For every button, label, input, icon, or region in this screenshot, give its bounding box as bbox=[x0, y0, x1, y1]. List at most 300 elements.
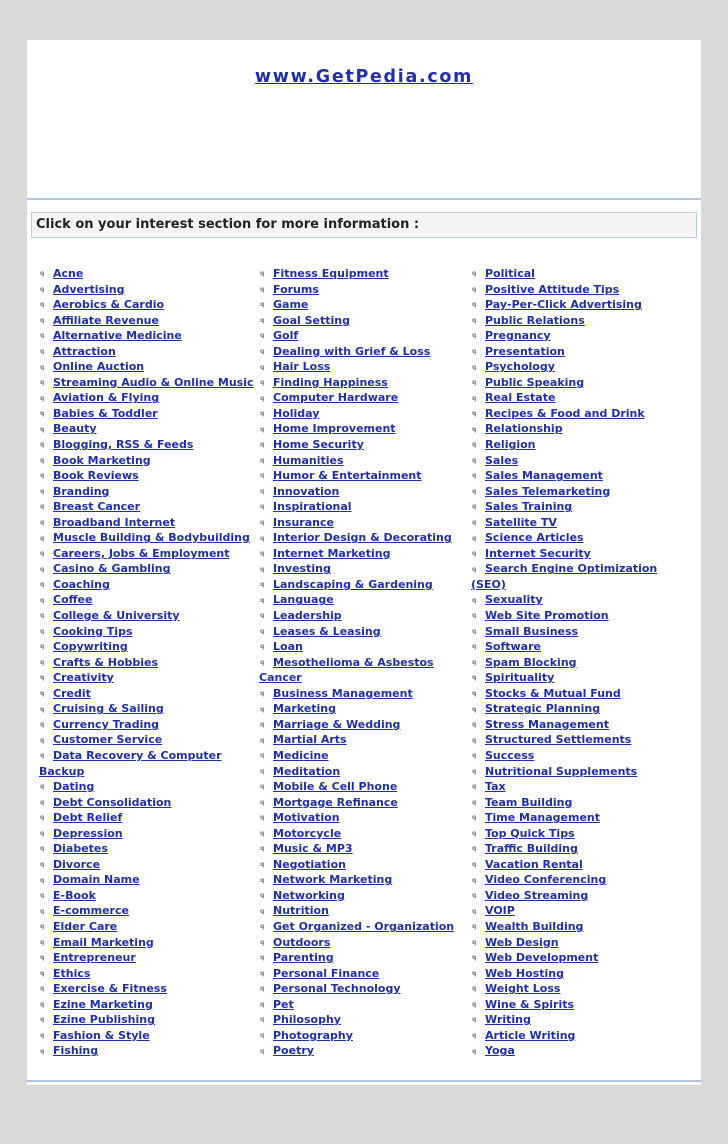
topic-list-item bbox=[39, 701, 261, 717]
bullet-icon: q bbox=[472, 876, 477, 884]
bullet-icon: q bbox=[472, 285, 477, 293]
topic-link[interactable]: Interior Design & Decorating bbox=[273, 531, 452, 545]
topic-list-item bbox=[259, 530, 471, 546]
topic-link[interactable]: Home Security bbox=[273, 438, 364, 452]
topic-link[interactable]: Debt Relief bbox=[53, 811, 123, 825]
topic-link[interactable]: Nutrition bbox=[273, 904, 329, 918]
topic-list-item bbox=[471, 421, 697, 437]
topic-list-item bbox=[39, 453, 261, 469]
topic-link[interactable]: Public Relations bbox=[485, 313, 585, 327]
topic-link[interactable]: Dealing with Grief & Loss bbox=[273, 344, 431, 358]
topic-link[interactable]: Loan bbox=[273, 640, 303, 654]
topic-link[interactable]: Holiday bbox=[273, 406, 320, 420]
topic-list-item bbox=[471, 375, 697, 391]
bullet-icon: q bbox=[472, 472, 477, 480]
topic-link[interactable]: Motivation bbox=[273, 811, 340, 825]
topic-list-item bbox=[259, 375, 471, 391]
topic-link[interactable]: Hair Loss bbox=[273, 360, 331, 374]
topic-list-item bbox=[471, 328, 697, 344]
topic-link[interactable]: Stocks & Mutual Fund bbox=[485, 686, 621, 700]
bullet-icon: q bbox=[472, 550, 477, 558]
topic-list-item bbox=[39, 857, 261, 873]
topic-list-item bbox=[259, 872, 471, 888]
topic-link[interactable]: Language bbox=[273, 593, 334, 607]
topic-link[interactable]: Recipes & Food and Drink bbox=[485, 406, 645, 420]
topic-link[interactable]: Internet Security bbox=[485, 546, 591, 560]
topic-list-item bbox=[471, 530, 697, 546]
topic-list-item bbox=[39, 546, 261, 562]
topic-list-item bbox=[39, 950, 261, 966]
topic-list-item bbox=[471, 857, 697, 873]
bullet-icon: q bbox=[260, 1047, 265, 1055]
topic-link[interactable]: Cooking Tips bbox=[53, 624, 133, 638]
bullet-icon: q bbox=[472, 518, 477, 526]
bullet-icon: q bbox=[40, 565, 45, 573]
bullet-icon: q bbox=[260, 783, 265, 791]
topic-list-item bbox=[259, 639, 471, 655]
bullet-icon: q bbox=[472, 783, 477, 791]
topic-link[interactable]: Structured Settlements bbox=[485, 733, 632, 747]
bullet-icon: q bbox=[260, 425, 265, 433]
topic-link[interactable]: Meditation bbox=[273, 764, 341, 778]
topic-link[interactable]: Computer Hardware bbox=[273, 391, 399, 405]
bullet-icon: q bbox=[472, 861, 477, 868]
bullet-icon: q bbox=[40, 783, 45, 791]
topic-link[interactable]: Beauty bbox=[53, 422, 97, 436]
topic-link[interactable]: Parenting bbox=[273, 951, 334, 965]
topic-link[interactable]: Spam Blocking bbox=[485, 655, 577, 669]
bullet-icon: q bbox=[40, 347, 45, 355]
topic-link[interactable]: Weight Loss bbox=[485, 982, 561, 996]
bullet-icon: q bbox=[472, 705, 477, 713]
topic-link[interactable]: Advertising bbox=[53, 282, 125, 296]
topic-list-item bbox=[471, 826, 697, 842]
topic-link[interactable]: Acne bbox=[53, 267, 84, 280]
topic-link[interactable]: Fishing bbox=[53, 1044, 99, 1058]
bullet-icon: q bbox=[40, 425, 45, 433]
topic-list-item bbox=[471, 966, 697, 982]
topic-link-continuation bbox=[471, 577, 697, 593]
topic-link[interactable]: Video Streaming bbox=[485, 888, 589, 902]
topic-link[interactable]: Game bbox=[273, 298, 309, 312]
bullet-icon: q bbox=[40, 534, 45, 542]
topic-link[interactable]: Credit bbox=[53, 686, 91, 700]
topic-list-item bbox=[39, 919, 261, 935]
topic-list-item bbox=[39, 1043, 261, 1059]
bullet-icon: q bbox=[260, 938, 265, 946]
topic-list-item bbox=[471, 639, 697, 655]
bullet-icon: q bbox=[260, 456, 265, 464]
topic-link[interactable]: Forums bbox=[273, 282, 319, 296]
topic-link[interactable]: Leadership bbox=[273, 609, 342, 623]
topic-link[interactable]: Public Speaking bbox=[485, 375, 585, 389]
bullet-icon: q bbox=[260, 861, 265, 868]
topic-link[interactable]: Creativity bbox=[53, 671, 114, 685]
topic-link[interactable]: Investing bbox=[273, 562, 331, 576]
bullet-icon: q bbox=[40, 845, 45, 853]
topic-list-item bbox=[471, 888, 697, 904]
bullet-icon: q bbox=[260, 503, 265, 511]
topic-link[interactable]: Wealth Building bbox=[485, 919, 584, 933]
topic-link[interactable]: Debt Consolidation bbox=[53, 795, 172, 809]
topic-link[interactable]: Sales Training bbox=[485, 500, 573, 514]
topic-link[interactable]: Sales Management bbox=[485, 469, 603, 483]
topic-link[interactable]: Small Business bbox=[485, 624, 579, 638]
topic-link[interactable]: Sexuality bbox=[485, 593, 543, 607]
topic-link[interactable]: Cruising & Sailing bbox=[53, 702, 164, 716]
topic-link[interactable]: Entrepreneur bbox=[53, 951, 136, 965]
topic-link[interactable]: Article Writing bbox=[485, 1028, 576, 1042]
bullet-icon: q bbox=[260, 347, 265, 355]
topic-link[interactable]: Search Engine Optimization bbox=[485, 562, 658, 576]
topic-list-item bbox=[259, 935, 471, 951]
topic-link[interactable]: Careers, Jobs & Employment bbox=[53, 546, 230, 560]
bullet-icon: q bbox=[472, 985, 477, 993]
topic-link[interactable]: Ezine Publishing bbox=[53, 1013, 155, 1027]
instruction-banner bbox=[31, 212, 697, 238]
topic-link[interactable]: Landscaping & Gardening bbox=[273, 577, 433, 591]
banner-text: Click on your interest section for more information : bbox=[36, 217, 420, 232]
topic-link[interactable]: Cancer bbox=[259, 671, 302, 685]
topic-list-item bbox=[259, 950, 471, 966]
topic-list-item bbox=[39, 390, 261, 406]
topic-list-item bbox=[39, 717, 261, 733]
topic-link[interactable]: Pet bbox=[273, 997, 294, 1011]
topic-list-item bbox=[259, 686, 471, 702]
topic-link[interactable]: Coffee bbox=[53, 593, 93, 607]
topic-list-item bbox=[471, 624, 697, 640]
topic-link[interactable]: Mesothelioma & Asbestos bbox=[273, 655, 434, 669]
bullet-icon: q bbox=[260, 643, 265, 651]
topic-link[interactable]: E-Book bbox=[53, 888, 96, 902]
topic-link[interactable]: Finding Happiness bbox=[273, 375, 388, 389]
topic-link[interactable]: Traffic Building bbox=[485, 842, 578, 856]
topic-link[interactable]: Success bbox=[485, 748, 535, 762]
topic-link[interactable]: Aerobics & Cardio bbox=[53, 298, 165, 312]
topic-link[interactable]: Software bbox=[485, 640, 541, 654]
bullet-icon: q bbox=[260, 907, 265, 915]
bullet-icon: q bbox=[260, 1032, 265, 1040]
bullet-icon: q bbox=[260, 969, 265, 977]
topic-list-item bbox=[39, 748, 261, 764]
topic-column-3 bbox=[471, 266, 697, 1059]
topic-link[interactable]: Photography bbox=[273, 1028, 353, 1042]
topic-list-item bbox=[39, 872, 261, 888]
bullet-icon: q bbox=[260, 892, 265, 900]
topic-link[interactable]: Video Conferencing bbox=[485, 873, 607, 887]
topic-link-continuation bbox=[39, 764, 261, 780]
bullet-icon: q bbox=[260, 752, 265, 760]
bullet-icon: q bbox=[260, 985, 265, 993]
topic-link[interactable]: Book Marketing bbox=[53, 453, 151, 467]
topic-list-item bbox=[259, 359, 471, 375]
topic-list-item bbox=[39, 639, 261, 655]
topic-list-item bbox=[259, 655, 471, 671]
topic-link[interactable]: Stress Management bbox=[485, 717, 609, 731]
topic-link[interactable]: Domain Name bbox=[53, 873, 140, 887]
topic-link[interactable]: Inspirational bbox=[273, 500, 352, 514]
topic-link[interactable]: Data Recovery & Computer bbox=[53, 748, 222, 762]
topic-link[interactable]: Ethics bbox=[53, 966, 91, 980]
topic-link[interactable]: Babies & Toddler bbox=[53, 406, 158, 420]
topic-link[interactable]: Writing bbox=[485, 1013, 531, 1027]
topic-link[interactable]: Sales Telemarketing bbox=[485, 484, 611, 498]
bullet-icon: q bbox=[260, 363, 265, 371]
topic-list-item bbox=[259, 764, 471, 780]
topic-link[interactable]: Strategic Planning bbox=[485, 702, 601, 716]
topic-link[interactable]: Copywriting bbox=[53, 640, 128, 654]
topic-link[interactable]: Music & MP3 bbox=[273, 842, 353, 856]
topic-list-item bbox=[39, 841, 261, 857]
bullet-icon: q bbox=[260, 705, 265, 713]
topic-link[interactable]: Presentation bbox=[485, 344, 565, 358]
topic-link[interactable]: Get Organized - Organization bbox=[273, 919, 455, 933]
topic-list-item bbox=[39, 484, 261, 500]
topic-list-item bbox=[471, 297, 697, 313]
topic-list-item bbox=[259, 344, 471, 360]
topic-link[interactable]: Outdoors bbox=[273, 935, 331, 949]
topic-link[interactable]: Medicine bbox=[273, 748, 329, 762]
topic-list-item bbox=[259, 717, 471, 733]
topic-list-item bbox=[259, 919, 471, 935]
topic-link[interactable]: Negotiation bbox=[273, 857, 346, 871]
topic-link[interactable]: Personal Technology bbox=[273, 982, 401, 996]
bullet-icon: q bbox=[260, 721, 265, 729]
bullet-icon: q bbox=[472, 721, 477, 729]
topic-list-item bbox=[39, 328, 261, 344]
topic-link[interactable]: Customer Service bbox=[53, 733, 163, 747]
topic-link[interactable]: Leases & Leasing bbox=[273, 624, 381, 638]
topic-list-item bbox=[471, 717, 697, 733]
topic-link[interactable]: Branding bbox=[53, 484, 110, 498]
topic-link[interactable]: Divorce bbox=[53, 857, 101, 871]
bullet-icon: q bbox=[40, 316, 45, 324]
topic-link[interactable]: Fitness Equipment bbox=[273, 267, 389, 280]
bullet-icon: q bbox=[40, 1000, 45, 1008]
bullet-icon: q bbox=[40, 379, 45, 387]
bullet-icon: q bbox=[40, 969, 45, 977]
topic-list-item bbox=[39, 686, 261, 702]
topic-link[interactable]: Home Improvement bbox=[273, 422, 396, 436]
topic-link[interactable]: Affiliate Revenue bbox=[53, 313, 159, 327]
topic-link[interactable]: Top Quick Tips bbox=[485, 826, 575, 840]
topic-link[interactable]: Nutritional Supplements bbox=[485, 764, 638, 778]
topic-list-item bbox=[259, 779, 471, 795]
bullet-icon: q bbox=[472, 534, 477, 542]
topic-link[interactable]: Satellite TV bbox=[485, 515, 557, 529]
bullet-icon: q bbox=[260, 316, 265, 324]
topic-link[interactable]: Coaching bbox=[53, 577, 110, 591]
topic-link[interactable]: Streaming Audio & Online Music bbox=[53, 375, 254, 389]
topic-link[interactable]: Humanities bbox=[273, 453, 344, 467]
topic-link[interactable]: Real Estate bbox=[485, 391, 556, 405]
topic-link[interactable]: Network Marketing bbox=[273, 873, 393, 887]
bullet-icon: q bbox=[472, 1047, 477, 1055]
topic-link[interactable]: Web Hosting bbox=[485, 966, 564, 980]
bullet-icon: q bbox=[40, 1032, 45, 1040]
topic-link[interactable]: Web Site Promotion bbox=[485, 609, 609, 623]
bullet-icon: q bbox=[472, 379, 477, 387]
bullet-icon: q bbox=[40, 923, 45, 931]
bullet-icon: q bbox=[40, 581, 45, 589]
topic-link[interactable]: Relationship bbox=[485, 422, 563, 436]
topic-link[interactable]: Depression bbox=[53, 826, 123, 840]
topic-column-2 bbox=[259, 266, 471, 1059]
topic-list-item bbox=[471, 810, 697, 826]
bullet-icon: q bbox=[472, 270, 477, 278]
bullet-icon: q bbox=[260, 845, 265, 853]
topic-link[interactable]: Marriage & Wedding bbox=[273, 717, 401, 731]
topic-link[interactable]: Psychology bbox=[485, 360, 555, 374]
topic-link[interactable]: Pay-Per-Click Advertising bbox=[485, 298, 642, 312]
topic-link[interactable]: Humor & Entertainment bbox=[273, 469, 422, 483]
topic-link[interactable]: Religion bbox=[485, 438, 536, 452]
topic-link[interactable]: Diabetes bbox=[53, 842, 108, 856]
topic-link[interactable]: Breast Cancer bbox=[53, 500, 141, 514]
bullet-icon: q bbox=[40, 503, 45, 511]
topic-list-item bbox=[471, 950, 697, 966]
topic-list-item bbox=[39, 577, 261, 593]
topic-link[interactable]: Casino & Gambling bbox=[53, 562, 171, 576]
topic-list-item bbox=[259, 484, 471, 500]
topic-link[interactable]: Elder Care bbox=[53, 919, 118, 933]
site-title-link[interactable]: www.GetPedia.com bbox=[254, 67, 474, 87]
bullet-icon: q bbox=[260, 658, 265, 666]
bullet-icon: q bbox=[40, 736, 45, 744]
topic-link[interactable]: Tax bbox=[485, 780, 506, 794]
bullet-icon: q bbox=[472, 752, 477, 760]
topic-link[interactable]: Wine & Spirits bbox=[485, 997, 575, 1011]
bullet-icon: q bbox=[260, 627, 265, 635]
bullet-icon: q bbox=[40, 752, 45, 760]
topic-list-item bbox=[259, 701, 471, 717]
bullet-icon: q bbox=[40, 627, 45, 635]
topic-link[interactable]: Internet Marketing bbox=[273, 546, 391, 560]
bullet-icon: q bbox=[40, 705, 45, 713]
topic-link[interactable]: Muscle Building & Bodybuilding bbox=[53, 531, 250, 545]
topic-list-item bbox=[259, 841, 471, 857]
topic-link[interactable]: Spirituality bbox=[485, 671, 555, 685]
topic-link[interactable]: Blogging, RSS & Feeds bbox=[53, 438, 194, 452]
topic-link[interactable]: Pregnancy bbox=[485, 329, 551, 343]
topic-link[interactable]: Philosophy bbox=[273, 1013, 341, 1027]
topic-list-item bbox=[39, 1028, 261, 1044]
topic-link[interactable]: College & University bbox=[53, 609, 180, 623]
topic-list-item bbox=[471, 748, 697, 764]
topic-list-item bbox=[471, 390, 697, 406]
bullet-icon: q bbox=[260, 736, 265, 744]
bullet-icon: q bbox=[260, 814, 265, 822]
topic-link[interactable]: Yoga bbox=[485, 1044, 515, 1058]
bullet-icon: q bbox=[472, 301, 477, 309]
bullet-icon: q bbox=[40, 814, 45, 822]
topic-link[interactable]: Email Marketing bbox=[53, 935, 154, 949]
bullet-icon: q bbox=[472, 347, 477, 355]
topic-link[interactable]: Sales bbox=[485, 453, 519, 467]
bullet-icon: q bbox=[40, 938, 45, 946]
topic-list-item bbox=[471, 997, 697, 1013]
topic-link[interactable]: Goal Setting bbox=[273, 313, 350, 327]
topic-list-item bbox=[39, 406, 261, 422]
topic-link[interactable]: Aviation & Flying bbox=[53, 391, 160, 405]
bullet-icon: q bbox=[472, 1032, 477, 1040]
topic-list-item bbox=[259, 515, 471, 531]
topic-link[interactable]: Alternative Medicine bbox=[53, 329, 182, 343]
topic-link[interactable]: Broadband Internet bbox=[53, 515, 176, 529]
topic-link[interactable]: VOIP bbox=[485, 904, 515, 918]
topic-link[interactable]: Golf bbox=[273, 329, 299, 343]
topic-link[interactable]: Poetry bbox=[273, 1044, 314, 1058]
topic-link[interactable]: Mobile & Cell Phone bbox=[273, 780, 398, 794]
bullet-icon: q bbox=[40, 985, 45, 993]
topic-link[interactable]: Mortgage Refinance bbox=[273, 795, 398, 809]
topic-link[interactable]: Currency Trading bbox=[53, 717, 160, 731]
topic-link[interactable]: Innovation bbox=[273, 484, 340, 498]
topic-list-item bbox=[259, 592, 471, 608]
topic-link[interactable]: Backup bbox=[39, 764, 85, 778]
topic-list-item bbox=[259, 826, 471, 842]
topic-link[interactable]: Team Building bbox=[485, 795, 573, 809]
topic-link[interactable]: Personal Finance bbox=[273, 966, 380, 980]
topic-link[interactable]: Crafts & Hobbies bbox=[53, 655, 159, 669]
topic-list-item bbox=[471, 732, 697, 748]
topic-link[interactable]: Fashion & Style bbox=[53, 1028, 150, 1042]
topic-list-item bbox=[471, 903, 697, 919]
topic-link[interactable]: Motorcycle bbox=[273, 826, 342, 840]
topic-link[interactable]: Dating bbox=[53, 780, 95, 794]
topic-list-item bbox=[39, 732, 261, 748]
bullet-icon: q bbox=[260, 394, 265, 402]
topic-link[interactable]: Ezine Marketing bbox=[53, 997, 153, 1011]
bullet-icon: q bbox=[260, 565, 265, 573]
topic-link[interactable]: Martial Arts bbox=[273, 733, 347, 747]
topic-list-item bbox=[259, 390, 471, 406]
topic-list-item bbox=[471, 1028, 697, 1044]
topic-link[interactable]: Marketing bbox=[273, 702, 337, 716]
topic-link[interactable]: E-commerce bbox=[53, 904, 129, 918]
topic-link[interactable]: Online Auction bbox=[53, 360, 145, 374]
topic-link[interactable]: Political bbox=[485, 267, 535, 280]
topic-list-item bbox=[471, 406, 697, 422]
bullet-icon: q bbox=[472, 892, 477, 900]
topic-link[interactable]: Insurance bbox=[273, 515, 334, 529]
bullet-icon: q bbox=[472, 767, 477, 775]
topic-list-item bbox=[259, 795, 471, 811]
topic-link[interactable]: Exercise & Fitness bbox=[53, 982, 167, 996]
topic-list-item bbox=[471, 266, 697, 282]
bullet-icon: q bbox=[260, 301, 265, 309]
topic-list-item bbox=[259, 282, 471, 298]
topic-link[interactable]: Web Development bbox=[485, 951, 599, 965]
topic-link[interactable]: Time Management bbox=[485, 811, 600, 825]
topic-link[interactable]: (SEO) bbox=[471, 577, 506, 591]
bullet-icon: q bbox=[472, 596, 477, 604]
bullet-icon: q bbox=[472, 441, 477, 449]
topic-list-item bbox=[471, 453, 697, 469]
bullet-icon: q bbox=[40, 441, 45, 449]
topic-list-item bbox=[471, 919, 697, 935]
topic-link[interactable]: Vacation Rental bbox=[485, 857, 583, 871]
topic-link[interactable]: Science Articles bbox=[485, 531, 584, 545]
topic-link[interactable]: Web Design bbox=[485, 935, 559, 949]
topic-link[interactable]: Business Management bbox=[273, 686, 413, 700]
topic-link[interactable]: Attraction bbox=[53, 344, 116, 358]
bottom-divider bbox=[27, 1080, 701, 1082]
topic-link[interactable]: Positive Attitude Tips bbox=[485, 282, 620, 296]
topic-link[interactable]: Networking bbox=[273, 888, 345, 902]
bullet-icon: q bbox=[472, 565, 477, 573]
topic-link[interactable]: Book Reviews bbox=[53, 469, 139, 483]
